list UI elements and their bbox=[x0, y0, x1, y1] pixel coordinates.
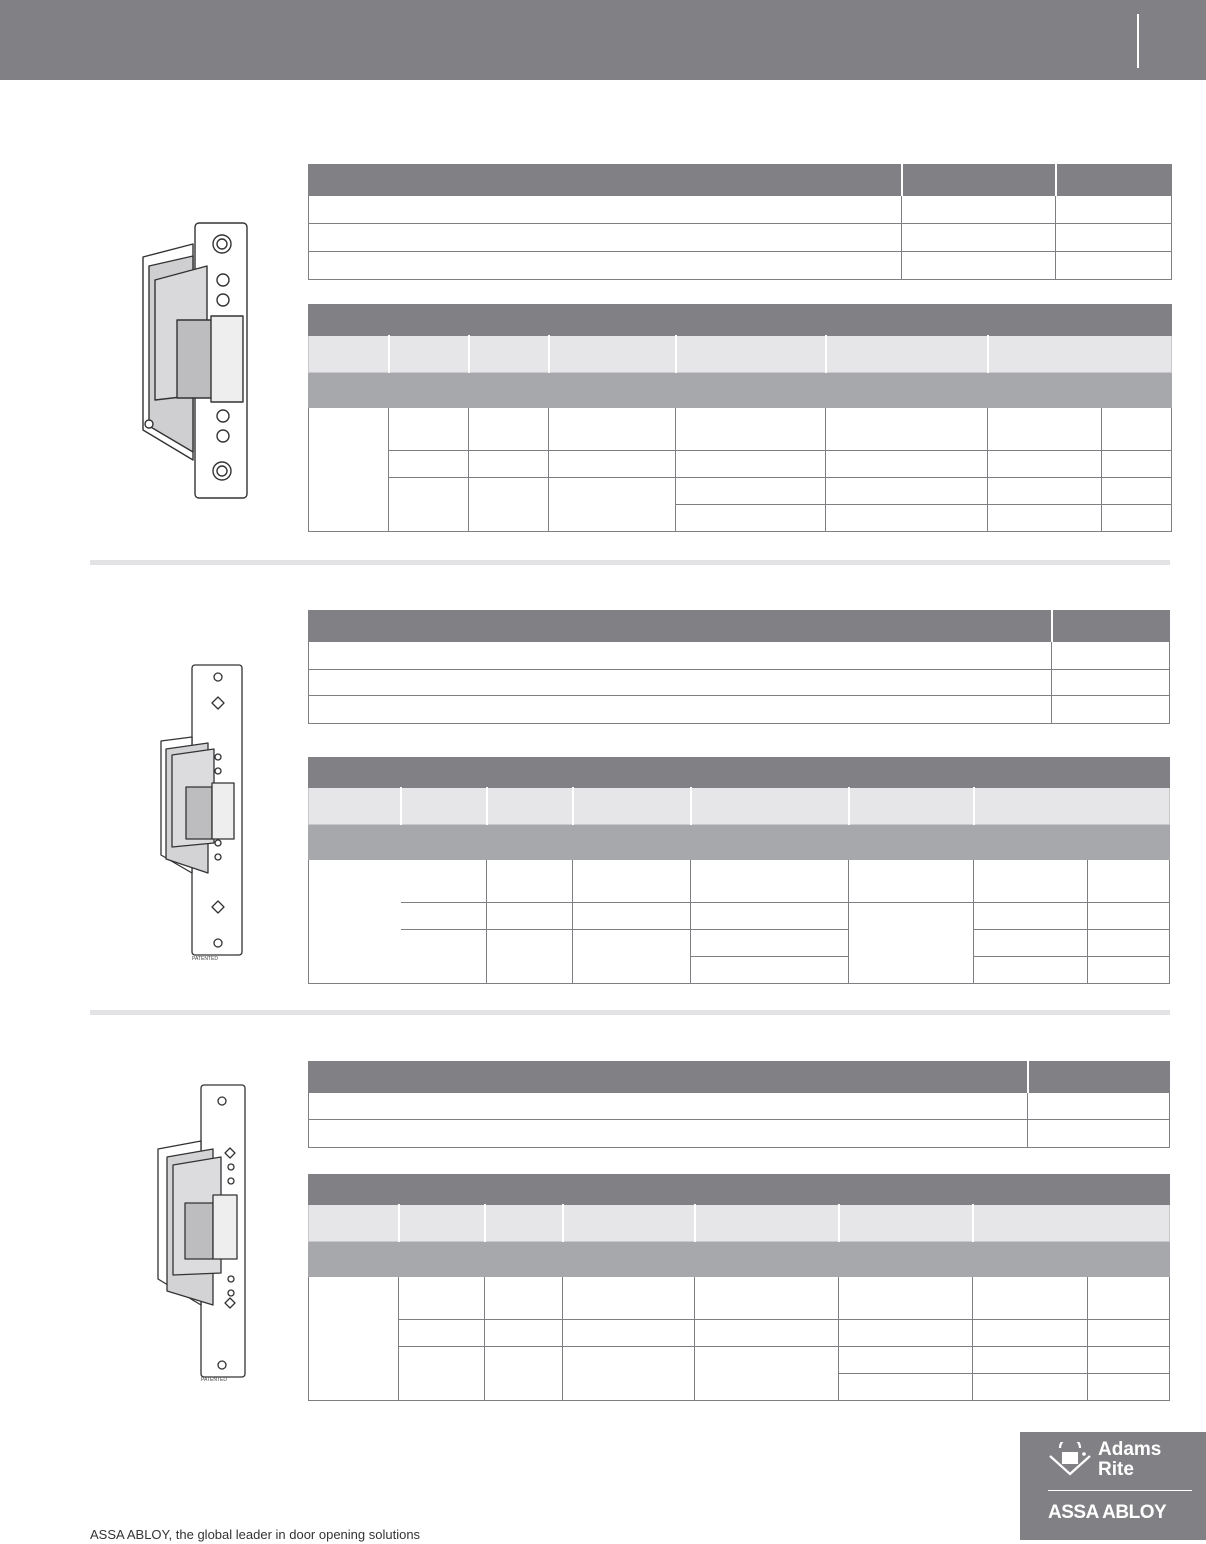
electrical-specs-table-1 bbox=[308, 304, 1172, 532]
logo-brand-line1: Adams bbox=[1098, 1439, 1162, 1460]
adams-rite-assa-abloy-logo bbox=[1020, 1432, 1206, 1540]
logo-brand-line2: Rite bbox=[1098, 1459, 1134, 1480]
adams-rite-wordmark bbox=[1098, 1440, 1161, 1480]
section-divider bbox=[90, 560, 1170, 565]
footer-tagline: ASSA ABLOY, the global leader in door opening solutions bbox=[90, 1527, 421, 1542]
section-divider bbox=[90, 1010, 1170, 1015]
adams-rite-emblem-icon bbox=[1046, 1442, 1094, 1484]
options-table-2 bbox=[308, 610, 1170, 724]
assa-abloy-wordmark: ASSA ABLOY bbox=[1048, 1502, 1167, 1523]
patent-label-3: PATENTED bbox=[201, 1377, 227, 1383]
options-table-1 bbox=[308, 164, 1172, 280]
electrical-specs-table-2 bbox=[308, 757, 1170, 984]
electric-strike-image-1 bbox=[135, 220, 255, 502]
electric-strike-image-3 bbox=[155, 1083, 247, 1383]
banner-divider bbox=[1137, 14, 1139, 68]
patent-label-2: PATENTED bbox=[192, 956, 218, 962]
electric-strike-image-2 bbox=[158, 663, 248, 963]
logo-divider bbox=[1048, 1490, 1192, 1491]
options-table-3 bbox=[308, 1061, 1170, 1148]
electrical-specs-table-3 bbox=[308, 1174, 1170, 1401]
top-banner bbox=[0, 0, 1206, 80]
